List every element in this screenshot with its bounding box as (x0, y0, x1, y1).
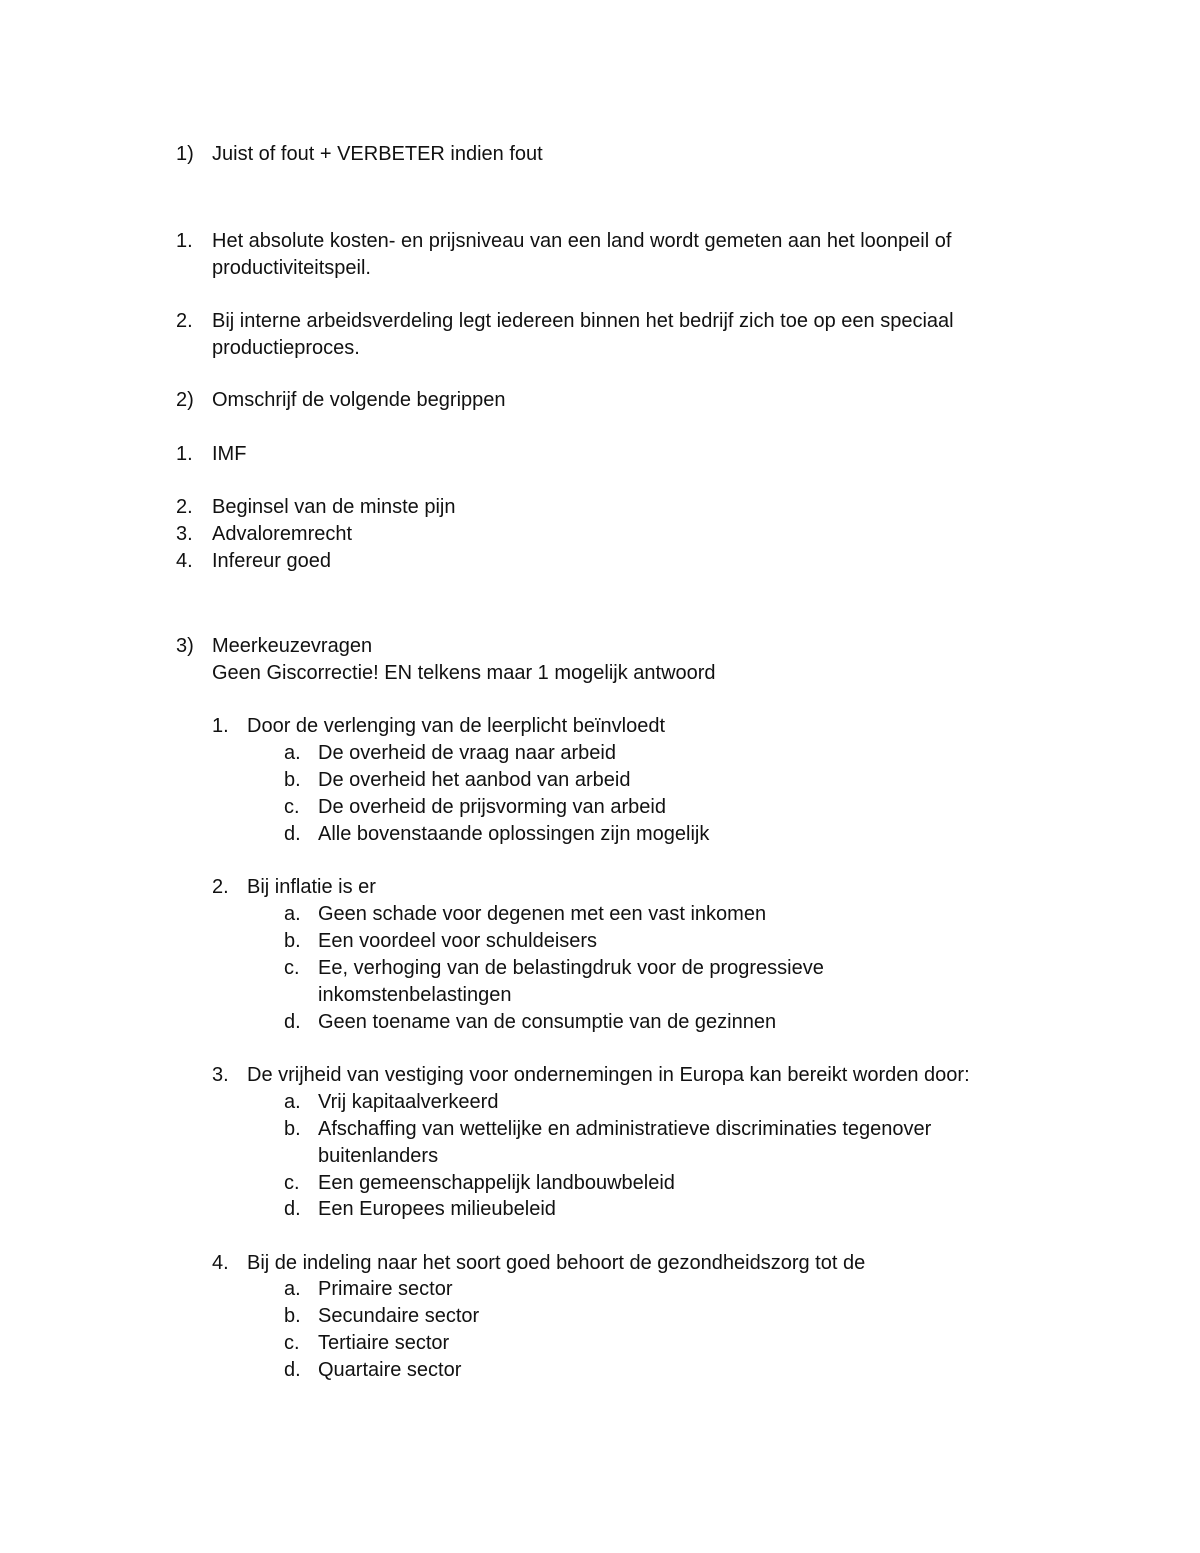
section-title: Juist of fout + VERBETER indien fout (212, 143, 543, 165)
option-text: Secundaire sector (318, 1305, 480, 1327)
question-text: Door de verlenging van de leerplicht beïnvloedt (247, 715, 666, 737)
section-number: 3) (176, 635, 194, 657)
option-text: Afschaffing van wettelijke en administratieve discriminaties tegenover (318, 1118, 932, 1140)
option-letter: b. (284, 769, 301, 791)
option-text: Ee, verhoging van de belastingdruk voor de progressieve (318, 957, 824, 979)
item-text: productiviteitspeil. (212, 257, 371, 279)
option-letter: b. (284, 1118, 301, 1140)
option-letter: a. (284, 903, 301, 925)
option-letter: c. (284, 957, 300, 979)
option-text: De overheid het aanbod van arbeid (318, 769, 631, 791)
question-number: 1. (212, 715, 229, 737)
option-letter: d. (284, 823, 301, 845)
option-text: inkomstenbelastingen (318, 984, 512, 1006)
item-text: Het absolute kosten- en prijsniveau van een land wordt gemeten aan het loonpeil of (212, 230, 952, 252)
question-number: 2. (212, 876, 229, 898)
item-text: Infereur goed (212, 550, 331, 572)
option-text: buitenlanders (318, 1145, 439, 1167)
option-letter: b. (284, 930, 301, 952)
section-number: 1) (176, 143, 194, 165)
option-letter: d. (284, 1198, 301, 1220)
option-text: Een voordeel voor schuldeisers (318, 930, 598, 952)
question-text: Bij de indeling naar het soort goed behoort de gezondheidszorg tot de (247, 1252, 866, 1274)
option-letter: c. (284, 1172, 300, 1194)
option-text: Primaire sector (318, 1278, 453, 1300)
option-text: Alle bovenstaande oplossingen zijn mogelijk (318, 823, 710, 845)
option-letter: a. (284, 1278, 301, 1300)
option-letter: a. (284, 742, 301, 764)
option-text: Geen toename van de consumptie van de gezinnen (318, 1011, 777, 1033)
option-text: Geen schade voor degenen met een vast inkomen (318, 903, 767, 925)
item-text: Beginsel van de minste pijn (212, 496, 456, 518)
option-letter: d. (284, 1011, 301, 1033)
item-text: IMF (212, 443, 247, 465)
option-text: De overheid de vraag naar arbeid (318, 742, 616, 764)
item-number: 4. (176, 550, 193, 572)
item-number: 2. (176, 496, 193, 518)
option-letter: a. (284, 1091, 301, 1113)
option-text: Vrij kapitaalverkeerd (318, 1091, 499, 1113)
item-number: 2. (176, 310, 193, 332)
item-number: 1. (176, 230, 193, 252)
option-text: Quartaire sector (318, 1359, 462, 1381)
option-text: Een Europees milieubeleid (318, 1198, 556, 1220)
item-number: 3. (176, 523, 193, 545)
option-letter: c. (284, 1332, 300, 1354)
option-letter: d. (284, 1359, 301, 1381)
item-text: productieproces. (212, 337, 360, 359)
section-title: Meerkeuzevragen (212, 635, 373, 657)
option-text: De overheid de prijsvorming van arbeid (318, 796, 666, 818)
option-letter: c. (284, 796, 300, 818)
item-text: Bij interne arbeidsverdeling legt iedereen binnen het bedrijf zich toe op een speciaal (212, 310, 954, 332)
item-text: Advaloremrecht (212, 523, 353, 545)
option-text: Tertiaire sector (318, 1332, 450, 1354)
question-number: 3. (212, 1064, 229, 1086)
question-text: De vrijheid van vestiging voor ondernemingen in Europa kan bereikt worden door: (247, 1064, 970, 1086)
section-title: Omschrijf de volgende begrippen (212, 389, 506, 411)
option-letter: b. (284, 1305, 301, 1327)
question-text: Bij inflatie is er (247, 876, 376, 898)
section-number: 2) (176, 389, 194, 411)
section-subtitle-text: Geen Giscorrectie! EN telkens maar 1 mogelijk antwoord (212, 662, 716, 684)
item-number: 1. (176, 443, 193, 465)
question-number: 4. (212, 1252, 229, 1274)
option-text: Een gemeenschappelijk landbouwbeleid (318, 1172, 675, 1194)
